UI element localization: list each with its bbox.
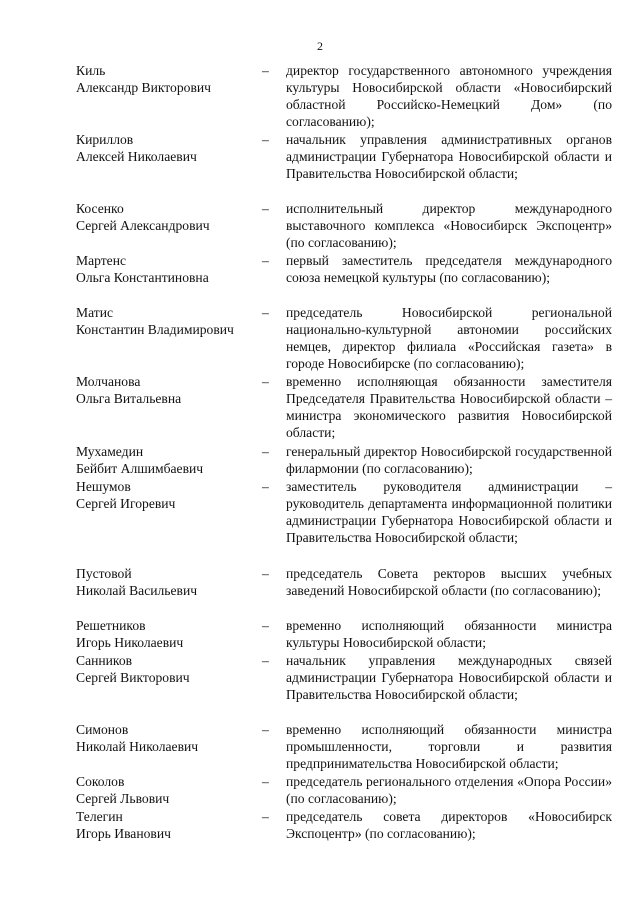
member-position: председатель совета директоров «Новосибирск Экспоцентр» (по согласованию);	[286, 809, 612, 841]
member-given-name: Алексей Николаевич	[76, 149, 197, 164]
member-position: временно исполняющий обязанности министра промышленности, торговли и развития предпринимательства Новосибирской области;	[286, 722, 612, 771]
member-name	[76, 565, 256, 599]
member-name	[76, 373, 256, 407]
separator-dash: –	[262, 374, 269, 389]
member-name	[76, 808, 256, 842]
member-surname: Решетников	[76, 618, 146, 633]
member-surname: Пустовой	[76, 566, 132, 581]
member-given-name: Бейбит Алшимбаевич	[76, 461, 204, 476]
member-given-name: Сергей Львович	[76, 791, 170, 806]
member-given-name: Сергей Викторович	[76, 670, 190, 685]
member-position: директор государственного автономного учреждения культуры Новосибирской области «Новосибирский областной Российско-Немецкий Дом» (по согласованию);	[286, 63, 612, 129]
separator-dash: –	[262, 201, 269, 216]
separator-dash: –	[262, 774, 269, 789]
member-given-name: Александр Викторович	[76, 80, 211, 95]
member-name	[76, 617, 256, 651]
separator-dash: –	[262, 444, 269, 459]
member-surname: Косенко	[76, 201, 124, 216]
member-name	[76, 652, 256, 686]
member-position: генеральный директор Новосибирской государственной филармонии (по согласованию);	[286, 444, 612, 476]
separator-dash: –	[262, 566, 269, 581]
separator-dash: –	[262, 653, 269, 668]
member-given-name: Ольга Витальевна	[76, 391, 182, 406]
member-position: начальник управления международных связей администрации Губернатора Новосибирской области и Правительства Новосибирской области;	[286, 653, 612, 702]
member-given-name: Сергей Игоревич	[76, 496, 176, 511]
separator-dash: –	[262, 809, 269, 824]
member-given-name: Ольга Константиновна	[76, 270, 209, 285]
member-surname: Кириллов	[76, 132, 134, 147]
member-surname: Мухамедин	[76, 444, 144, 459]
member-surname: Симонов	[76, 722, 129, 737]
member-surname: Нешумов	[76, 479, 131, 494]
separator-dash: –	[262, 618, 269, 633]
member-given-name: Константин Владимирович	[76, 322, 234, 337]
member-given-name: Николай Васильевич	[76, 583, 198, 598]
member-position: начальник управления административных органов администрации Губернатора Новосибирской области и Правительства Новосибирской области;	[286, 132, 612, 181]
separator-dash: –	[262, 132, 269, 147]
page-number: 2	[317, 39, 323, 53]
member-name	[76, 721, 256, 755]
member-name	[76, 773, 256, 807]
separator-dash: –	[262, 253, 269, 268]
member-given-name: Игорь Иванович	[76, 826, 171, 841]
member-name	[76, 252, 256, 286]
member-name	[76, 62, 256, 96]
member-name	[76, 443, 256, 477]
member-given-name: Игорь Николаевич	[76, 635, 184, 650]
separator-dash: –	[262, 305, 269, 320]
member-position: председатель Совета ректоров высших учебных заведений Новосибирской области (по согласованию);	[286, 566, 612, 598]
member-surname: Соколов	[76, 774, 125, 789]
member-surname: Молчанова	[76, 374, 141, 389]
member-given-name: Николай Николаевич	[76, 739, 199, 754]
member-surname: Телегин	[76, 809, 123, 824]
member-position: временно исполняющий обязанности министра культуры Новосибирской области;	[286, 618, 612, 650]
member-surname: Киль	[76, 63, 106, 78]
member-given-name: Сергей Александрович	[76, 218, 210, 233]
member-position: первый заместитель председателя международного союза немецкой культуры (по согласованию);	[286, 253, 612, 285]
member-name	[76, 478, 256, 512]
separator-dash: –	[262, 63, 269, 78]
separator-dash: –	[262, 479, 269, 494]
member-name	[76, 200, 256, 234]
member-name	[76, 304, 256, 338]
member-position: председатель регионального отделения «Опора России» (по согласованию);	[286, 774, 612, 806]
member-surname: Мартенс	[76, 253, 127, 268]
member-surname: Санников	[76, 653, 133, 668]
separator-dash: –	[262, 722, 269, 737]
member-position: временно исполняющая обязанности заместителя Председателя Правительства Новосибирской области – министра экономического развития Новосибирской области;	[286, 374, 612, 440]
member-name	[76, 131, 256, 165]
member-position: председатель Новосибирской региональной национально-культурной автономии российских немцев, директор филиала «Российская газета» в городе Новосибирске (по согласованию);	[286, 305, 612, 371]
member-position: заместитель руководителя администрации – руководитель департамента информационной политики администрации Губернатора Новосибирской области и Правительства Новосибирской области;	[286, 479, 612, 545]
member-position: исполнительный директор международного выставочного комплекса «Новосибирск Экспоцентр» (по согласованию);	[286, 201, 612, 250]
member-surname: Матис	[76, 305, 114, 320]
